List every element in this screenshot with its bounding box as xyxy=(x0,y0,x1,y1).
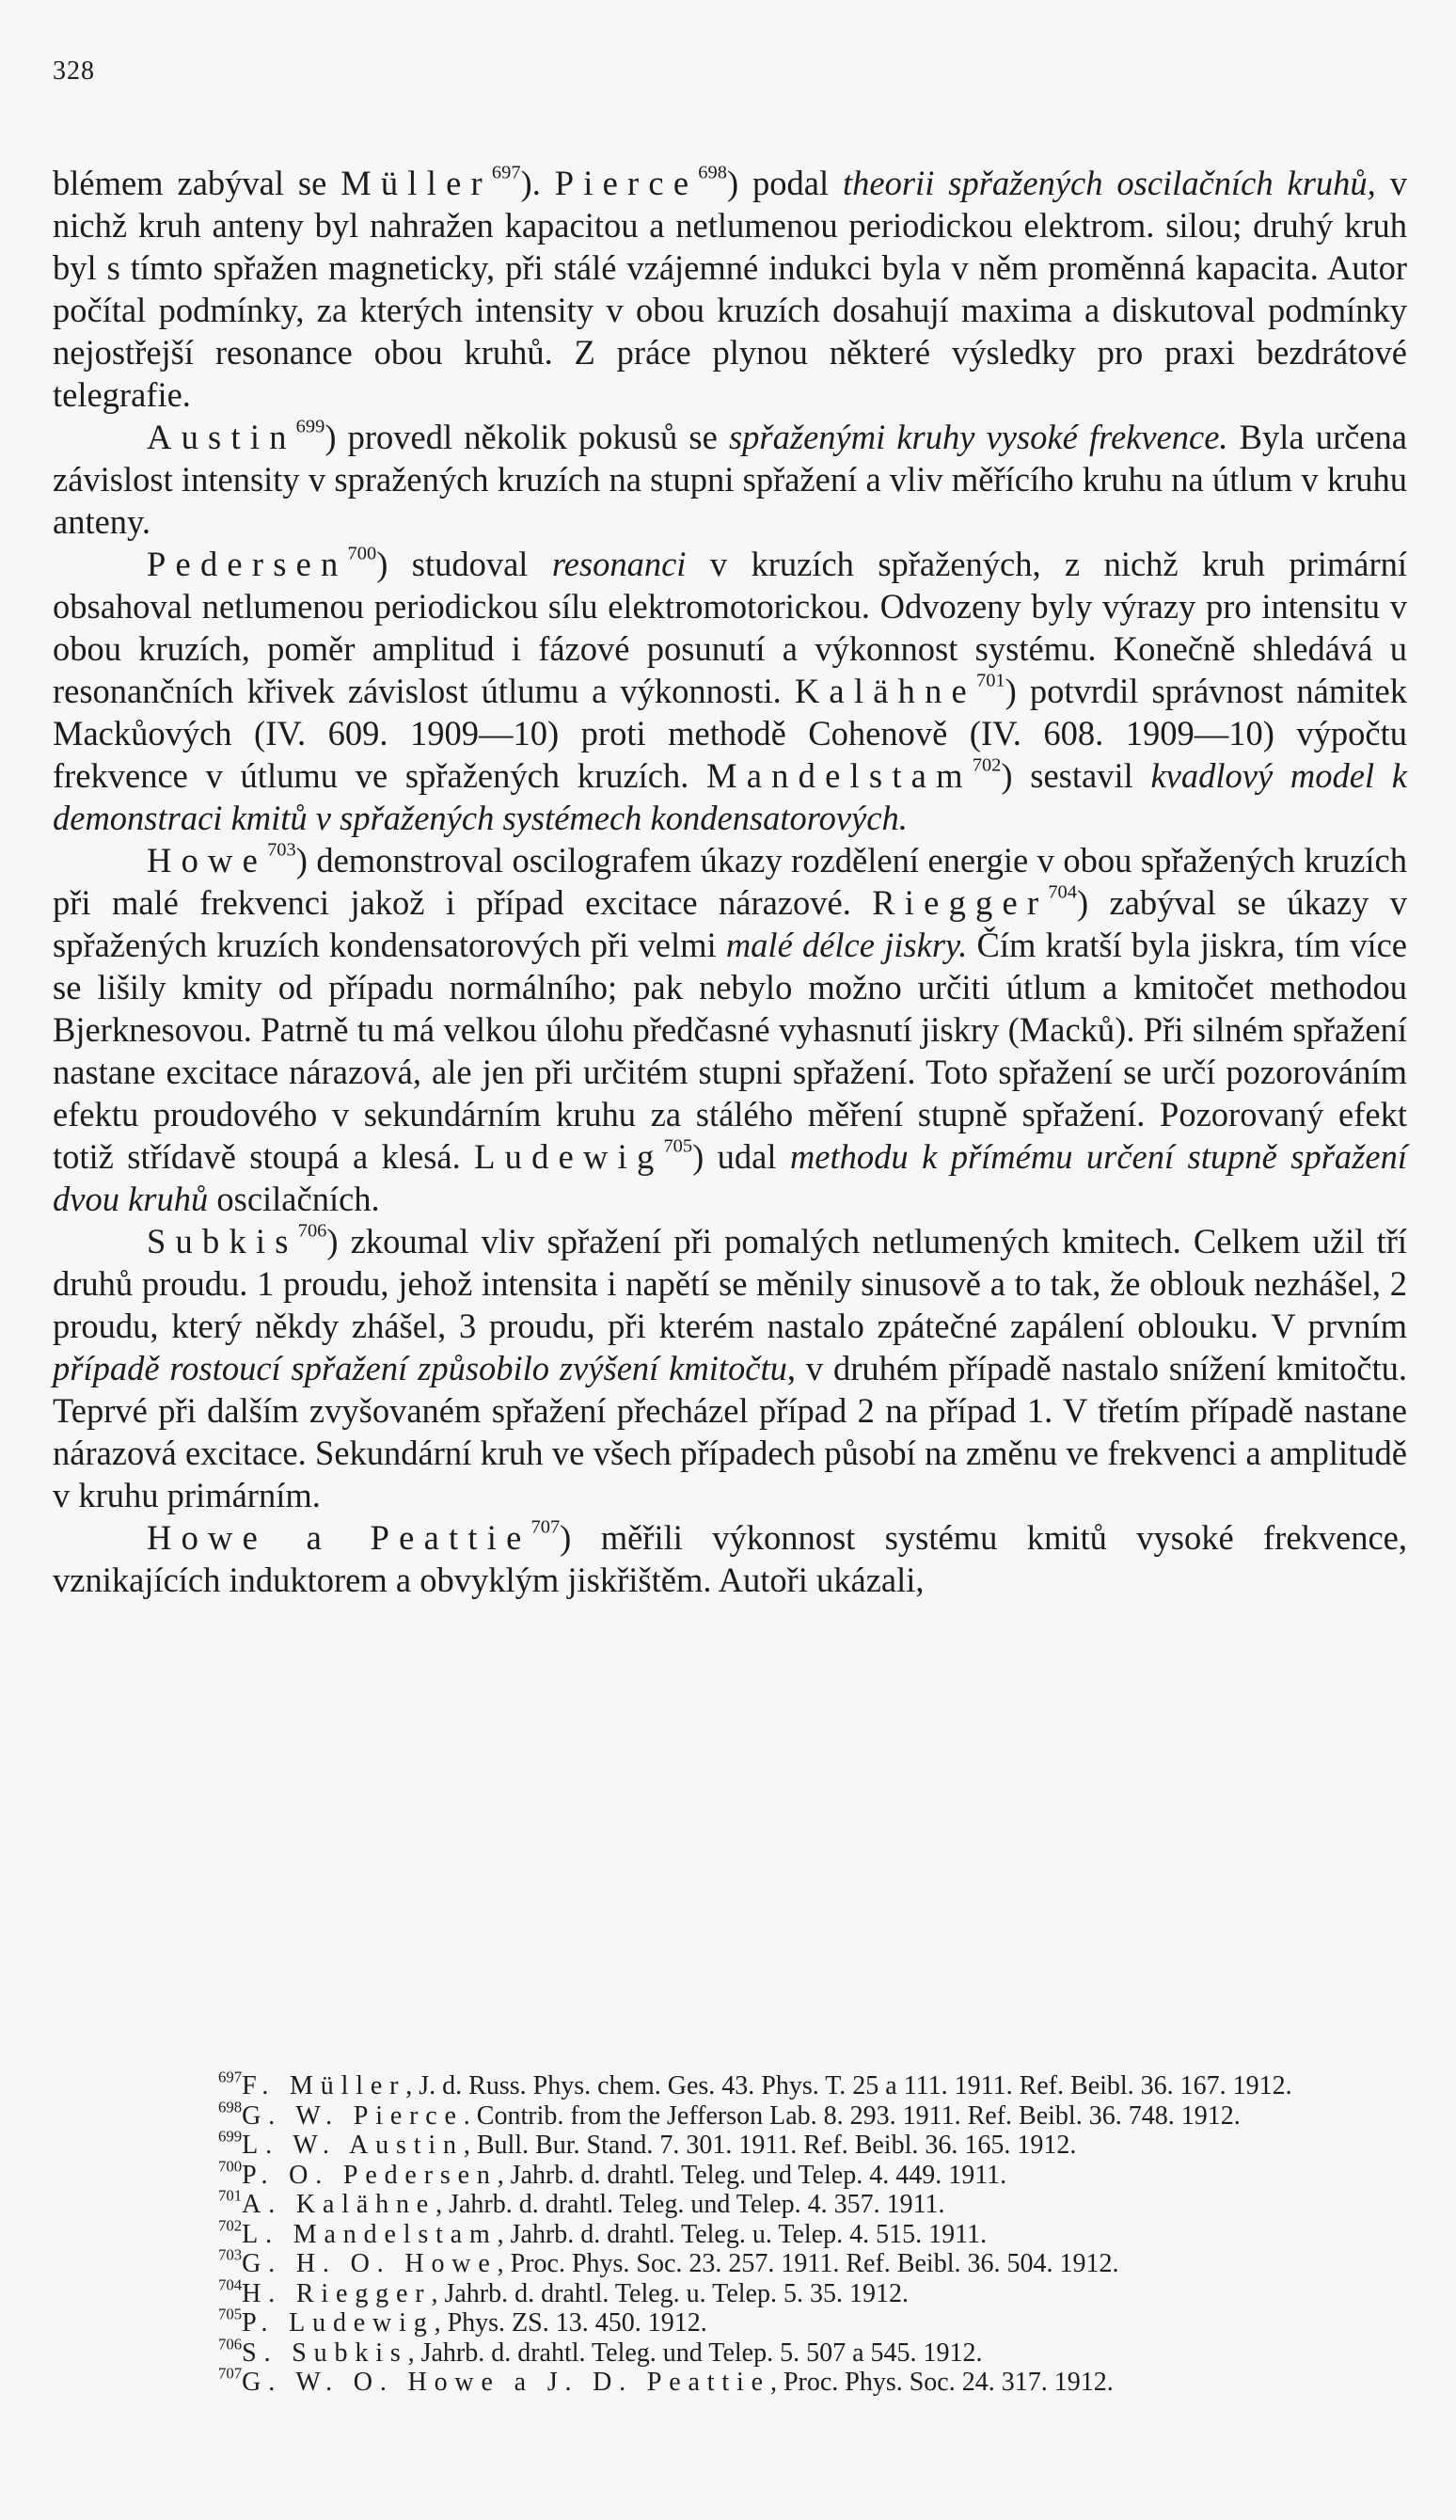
text-run: Čím kratší byla jiskra, tím více se lišily kmity od případu normálního; pak nebylo možno určiti útlum a kmitočet methodou Bjerknesovou. Patrně tu má velkou úlohu předčasné vyhasnutí jiskry (Macků). Při silném spřažení nastane excitace nárazová, ale jen při určitém stupni spřažení. Toto spřažení se určí pozorováním efektu proudového v sekundárním kruhu za stálého měření stupně spřažení. Pozorovaný efekt totiž střídavě stoupá a klesá. xyxy=(53,926,1407,1176)
paragraph-pierce xyxy=(53,162,1407,416)
author-name: Ludewig xyxy=(474,1137,664,1176)
footnote-ref: 703 xyxy=(267,839,296,861)
footnote-number: 707 xyxy=(218,2364,243,2383)
text-run: oscilačních. xyxy=(208,1180,380,1218)
author-name: Subkis xyxy=(147,1222,298,1260)
text-run: ) udal xyxy=(692,1137,790,1176)
emphasis-text: malé délce jiskry. xyxy=(725,926,968,964)
footnote-number: 700 xyxy=(218,2156,243,2175)
footnote-number: 699 xyxy=(218,2127,243,2146)
footnote xyxy=(53,2274,1407,2309)
body-text xyxy=(53,162,1407,1601)
footnote-author: A. Kalähne xyxy=(242,2190,436,2219)
footnote-number: 697 xyxy=(218,2068,243,2086)
footnote-ref: 706 xyxy=(297,1220,327,1242)
footnote xyxy=(53,2156,1407,2191)
footnote-number: 706 xyxy=(218,2334,243,2353)
footnote-number: 705 xyxy=(218,2305,243,2323)
paragraph-howe xyxy=(53,839,1407,1220)
footnote-text: , Jahrb. d. drahtl. Teleg. und Telep. 4. 357. 1911. xyxy=(435,2190,945,2219)
footnote xyxy=(53,2068,1407,2101)
author-name: Müller xyxy=(340,164,492,202)
footnote-text: , Proc. Phys. Soc. 23. 257. 1911. Ref. Beibl. 36. 504. 1912. xyxy=(497,2249,1119,2278)
paragraph-austin xyxy=(53,416,1407,543)
footnote-text: , Jahrb. d. drahtl. Teleg. u. Telep. 5. 35. 1912. xyxy=(431,2278,909,2308)
footnote-ref: 700 xyxy=(347,543,377,564)
footnote-author: S. Subkis xyxy=(242,2338,408,2368)
footnote xyxy=(53,2186,1407,2220)
author-name: Pedersen xyxy=(147,545,348,583)
footnote-text: , J. d. Russ. Phys. chem. Ges. 43. Phys. T. 25 a 111. 1911. Ref. Beibl. 36. 167. 1912. xyxy=(405,2071,1292,2100)
text-run: ) zkoumal vliv spřažení při pomalých netlumených kmitech. Celkem užil tří druhů proudu. 1 proudu, jehož intensita i napětí se měnily sinusově a to tak, že oblouk nezhášel, 2 proudu, který někdy zhášel, 3 proudu, při kterém nastalo zpátečné zapálení oblouku. V prvním xyxy=(53,1222,1407,1345)
footnote xyxy=(53,2245,1407,2279)
text-run: ) demonstroval oscilografem úkazy rozdělení energie v obou spřažených kruzích při malé frekvenci jakož i případ excitace nárazové. xyxy=(53,841,1407,922)
text-run: ) měřili výkonnost systému kmitů vysoké frekvence, vznikajících induktorem a obvyklým jiskřištěm. Autoři ukázali, xyxy=(53,1518,1407,1599)
footnote-author: G. W. Pierce xyxy=(242,2100,464,2131)
paragraph-subkis xyxy=(53,1220,1407,1516)
text-run: ) potvrdil správnost námitek Mackůových (IV. 609. 1909—10) proti methodě Cohenově (IV. 608. 1909—10) výpočtu frekvence v útlumu ve spřažených kruzích. xyxy=(53,672,1408,795)
footnote-author: P. O. Pedersen xyxy=(242,2160,498,2190)
footnote xyxy=(53,2127,1407,2161)
footnote-ref: 702 xyxy=(972,754,1002,776)
footnote-author: P. Ludewig xyxy=(242,2308,435,2338)
text-run: ) sestavil xyxy=(1001,756,1151,795)
footnote-ref: 704 xyxy=(1048,881,1077,903)
text-run: ) podal xyxy=(726,164,844,202)
emphasis-text: případě rostoucí spřažení způsobilo zvýšení kmitočtu xyxy=(53,1349,787,1387)
text-run: ) studoval xyxy=(376,545,552,583)
footnote-author: G. W. O. Howe a J. D. Peattie xyxy=(242,2368,770,2397)
footnote-number: 704 xyxy=(218,2274,243,2293)
paragraph-pedersen xyxy=(53,543,1407,839)
author-name: Austin xyxy=(147,418,296,456)
footnote-author: H. Riegger xyxy=(242,2278,432,2308)
footnote-ref: 707 xyxy=(530,1516,561,1538)
footnote-text: , Proc. Phys. Soc. 24. 317. 1912. xyxy=(769,2368,1114,2397)
text-run: ). xyxy=(520,164,555,202)
author-name: Mandelstam xyxy=(706,756,973,795)
text-run: v kruzích spřažených, z nichž kruh primární obsahoval netlumenou periodickou sílu elektromotorickou. Odvozeny byly výrazy pro intensitu v obou kruzích, poměr amplitud i fázové posunutí a výkonnost systému. Konečně shledává u resonančních křivek závislost útlumu a výkonnosti. xyxy=(53,545,1408,710)
footnote xyxy=(53,2334,1407,2369)
text-run: v nichž kruh anteny byl nahražen kapacitou a netlumenou periodickou elektrom. silou; druhý kruh byl s tímto spřažen magneticky, při stálé vzájemné indukci byla v něm proměnná kapacita. Autor počítal podmínky, za kterých intensity v obou kruzích dosahují maxima a diskutoval podmínky nejostřejší resonance obou kruhů. Z práce plynou některé výsledky pro praxi bezdrátové telegrafie. xyxy=(53,164,1407,414)
footnote-text: , Jahrb. d. drahtl. Teleg. u. Telep. 4. 515. 1911. xyxy=(497,2219,988,2249)
footnote-ref: 699 xyxy=(295,416,325,437)
footnotes xyxy=(53,2068,1407,2398)
author-name: Riegger xyxy=(872,883,1049,922)
author-name: Howe a Peattie xyxy=(147,1518,531,1557)
footnote-author: F. Müller xyxy=(242,2071,406,2100)
emphasis-text: theorii spřažených oscilačních kruhů, xyxy=(843,164,1376,202)
page-number: 328 xyxy=(53,56,95,86)
emphasis-text: resonanci xyxy=(551,545,687,583)
footnote-number: 703 xyxy=(218,2245,243,2264)
footnote-text: . Contrib. from the Jefferson Lab. 8. 293. 1911. Ref. Beibl. 36. 748. 1912. xyxy=(463,2100,1241,2131)
footnote-ref: 705 xyxy=(663,1135,693,1157)
footnote-text: , Jahrb. d. drahtl. Teleg. und Telep. 4. 449. 1911. xyxy=(497,2160,1007,2190)
text-run: ) zabýval se úkazy v spřažených kruzích kondensatorových při velmi xyxy=(53,883,1408,964)
footnote-number: 698 xyxy=(218,2097,243,2116)
text-run: Byla určena závislost intensity v spražených kruzích na stupni spřažení a vliv měřícího kruhu na útlum v kruhu anteny. xyxy=(53,418,1407,541)
author-name: Kalähne xyxy=(794,672,976,710)
footnote-text: , Bull. Bur. Stand. 7. 301. 1911. Ref. Beibl. 36. 165. 1912. xyxy=(463,2131,1077,2160)
footnote-author: G. H. O. Howe xyxy=(242,2249,498,2278)
footnote-number: 702 xyxy=(218,2215,243,2234)
footnote xyxy=(53,2215,1407,2250)
footnote xyxy=(53,2097,1407,2132)
text-run: blémem zabýval se xyxy=(53,164,341,202)
footnote-author: L. Mandelstam xyxy=(242,2219,498,2249)
author-name: Howe xyxy=(147,841,268,880)
footnote-ref: 697 xyxy=(491,162,521,183)
footnote xyxy=(53,2305,1407,2338)
emphasis-text: methodu k přímému určení stupně spřažení dvou kruhů xyxy=(53,1137,1407,1218)
paragraph-howe-peattie xyxy=(53,1516,1407,1601)
footnote-ref: 701 xyxy=(975,670,1005,691)
footnote-text: , Jahrb. d. drahtl. Teleg. und Telep. 5. 507 a 545. 1912. xyxy=(407,2338,983,2368)
emphasis-text: spřaženými kruhy vysoké frekvence. xyxy=(728,418,1228,456)
text-run: ) provedl několik pokusů se xyxy=(324,418,729,456)
footnote-ref: 698 xyxy=(698,162,727,183)
text-run: , v druhém případě nastalo snížení kmitočtu. Teprvé při dalším zvyšovaném spřažení přecházel případ 2 na případ 1. V třetím případě nastane nárazová excitace. Sekundární kruh ve všech případech působí na změnu ve frekvenci a amplitudě v kruhu primárním. xyxy=(53,1349,1407,1514)
author-name: Pierce xyxy=(554,164,699,202)
footnote-author: L. W. Austin xyxy=(242,2131,464,2160)
emphasis-text: kvadlový model k demonstraci kmitů v spřažených systémech kondensatorových. xyxy=(53,756,1408,837)
footnote-text: , Phys. ZS. 13. 450. 1912. xyxy=(434,2308,707,2338)
footnote xyxy=(53,2364,1407,2398)
footnote-number: 701 xyxy=(218,2186,243,2205)
